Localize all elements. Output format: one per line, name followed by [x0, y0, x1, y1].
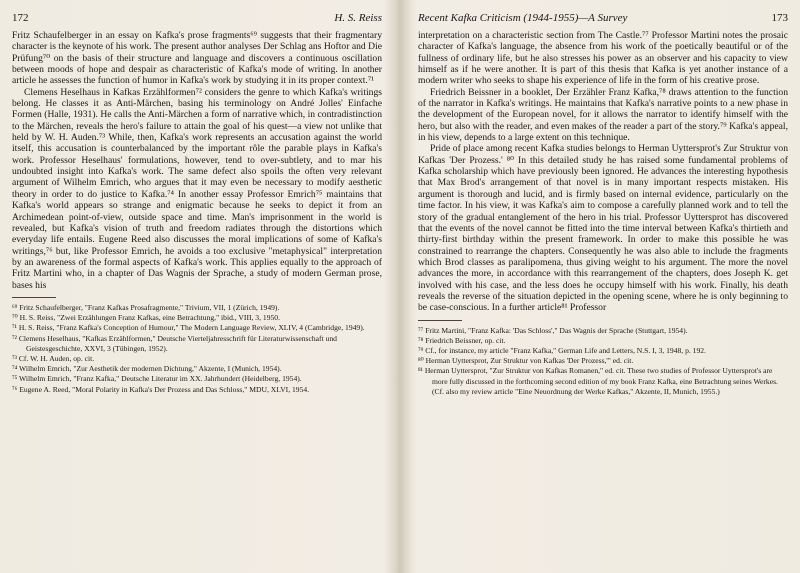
footnote: ⁷⁹ Cf., for instance, my article "Franz Kafka," German Life and Letters, N.S. I, 3, 1948, p. 192. [418, 346, 706, 355]
footnote: ⁷⁴ Wilhelm Emrich, "Zur Aesthetik der modernen Dichtung," Akzente, I (Munich, 1954). [12, 364, 282, 374]
footnote: ⁷² Clemens Heselhaus, "Kafkas Erzählformen," Deutsche Vierteljahresschrift für Literaturwissenschaft und Geistesgeschichte, XXVI, 3 (Tübingen, 1952). [12, 333, 337, 353]
footnotes-left [12, 303, 382, 395]
page-number: 172 [12, 12, 29, 24]
footnote: ⁸⁰ Herman Uyttersprot, Zur Struktur von Kafkas 'Der Prozess,'" ed. cit. [418, 356, 634, 366]
running-head-title: Recent Kafka Criticism (1944-1955)—A Survey [418, 12, 628, 24]
paragraph: interpretation on a characteristic section from The Castle.⁷⁷ Professor Martini notes the prosaic character of Kafka's language, the absence from his work of the poetically beautiful or of the fullness of ordinary life, but he also stresses his power as an observer and his capacity to view himself as if he were another. It is part of this thesis that Kafka is yet another instance of a modern writer who seeks to shape his experience of life in the form of his creative prose. [418, 30, 788, 87]
footnote-separator [12, 297, 56, 298]
footnote: ⁷¹ H. S. Reiss, "Franz Kafka's Conception of Humour," The Modern Language Review, XLIV, 4 (Cambridge, 1949). [12, 323, 365, 333]
footnote: ⁸¹ Herman Uyttersprot, "Zur Struktur von Kafkas Romanen," ed. cit. These two studies of Professor Uyttersprot's are more fully discussed in the forthcoming second edition of my book Franz Kafka, eine Betrachtung seines Werkes. (Cf. also my review article "Eine Neuordnung der Werke Kafkas," Akzente, II, Munich, 1955.) [418, 366, 778, 396]
page-number: 173 [771, 12, 788, 24]
footnote: ⁷⁷ Fritz Martini, "Franz Kafka: 'Das Schloss'," Das Wagnis der Sprache (Stuttgart, 1954). [418, 325, 688, 335]
footnotes-right [418, 326, 788, 397]
paragraph: Fritz Schaufelberger in an essay on Kafka's prose fragments⁶⁹ suggests that their fragmentary character is the keynote of his work. The present author analyses Der Schlag ans Hoftor and Die Prüfung⁷⁰ on the basis of their structure and language and discovers a continuous oscillation between moods of hope and despair as characteristic of Kafka's mode of writing. In another article he assesses the function of humor in Kafka's work by studying it in its proper context.⁷¹ [12, 30, 382, 87]
right-page [418, 12, 788, 568]
footnote: ⁶⁹ Fritz Schaufelberger, "Franz Kafkas Prosafragmente," Trivium, VII, 1 (Zürich, 1949). [12, 302, 280, 312]
paragraph: Pride of place among recent Kafka studies belongs to Herman Uyttersprot's Zur Struktur von Kafkas 'Der Prozess.' ⁸⁰ In this detailed study he has raised some fundamental problems of Kafka scholarship which have previously been ignored. He advances the interesting hypothesis that Max Brod's arrangement of that novel is in many important respects mistaken. His argument is thorough and lucid, and is firmly based on internal evidence, particularly on the time factor. In his view, it was Kafka's aim to compose a carefully planned work and to tell the story of the gradual entanglement of the hero in his trial. Professor Uyttersprot has discovered that the events of the novel cannot be fitted into the time interval between Kafka's thirtieth and thirty-first birthday within the present framework. In order to make this possible he was constrained to rearrange the chapters. Consequently he was also able to include the fragments which Brod classes as paralipomena, thus giving weight to his argument. The more the novel advances the more, in accordance with this rearrangement of the chapters, does Joseph K. get involved with his case, and the less does he occupy himself with his work. Finally, his death reveals the reverse of the situation depicted in the opening scene, where he is only beginning to be case-conscious. In a further article⁸¹ Professor [418, 143, 788, 314]
body-text-right [418, 30, 788, 314]
paragraph: Clemens Heselhaus in Kafkas Erzählformen⁷² considers the genre to which Kafka's writings belong. He classes it as Anti-Märchen, basing his terminology on André Jolles' Einfache Formen (Halle, 1931). He calls the Anti-Märchen a form of narrative which, in contradistinction to the Märchen, reveals the hero's failure to attain the goal of his quest—a view not unlike that held by W. H. Auden.⁷³ While, then, Kafka's work represents an accusation against the world itself, this accusation is counterbalanced by the important rôle the parable plays in Kafka's work. Professor Heselhaus' formulations, however, tend to over-subtlety, and to mar his undoubted insight into Kafka's work. The same defect also spoils the often very relevant argument of Wilhelm Emrich, who argues that it may even be necessary to modify aesthetic theory in order to do justice to Kafka.⁷⁴ In another essay Professor Emrich⁷⁵ maintains that Kafka's world appears so strange and enigmatic because he seeks to depict it from an Archimedean point-of-view, outside space and time. Man's imprisonment in the world is revealed, but Kafka's vision of truth and freedom radiates through the distortions which everyday life entails. Eugene Reed also discusses the moral implications of some of Kafka's writings,⁷⁶ but, like Professor Emrich, he avoids a too exclusive "metaphysical" interpretation by an awareness of the formal aspects of Kafka's work. This applies equally to the approach of Fritz Martini who, in a chapter of Das Wagnis der Sprache, a study of modern German prose, bases his [12, 86, 382, 291]
body-text-left [12, 30, 382, 291]
paragraph: Friedrich Beissner in a booklet, Der Erzähler Franz Kafka,⁷⁸ draws attention to the function of the narrator in Kafka's writings. He maintains that Kafka's narrative points to a new phase in the development of the European novel, for it allows the narrator to identify himself with the hero, but also with the reader, and even makes of the reader a part of the story.⁷⁹ Kafka's appeal, in his view, depends to a large extent on this technique. [418, 86, 788, 144]
left-page [12, 12, 382, 568]
running-head-left [12, 12, 382, 26]
footnote: ⁷⁶ Eugene A. Reed, "Moral Polarity in Kafka's Der Prozess and Das Schloss," MDU, XLVI, 1954. [12, 384, 310, 394]
running-head-right [418, 12, 788, 26]
running-head-title: H. S. Reiss [334, 12, 382, 24]
footnote-separator [418, 320, 462, 321]
footnote: ⁷⁵ Wilhelm Emrich, "Franz Kafka," Deutsche Literatur im XX. Jahrhundert (Heidelberg, 1954). [12, 374, 302, 384]
footnote: ⁷³ Cf. W. H. Auden, op. cit. [12, 353, 95, 363]
footnote: ⁷⁰ H. S. Reiss, "Zwei Erzählungen Franz Kafkas, eine Betrachtung," ibid., VIII, 3, 1950. [12, 313, 280, 323]
footnote: ⁷⁸ Friedrich Beissner, op. cit. [418, 335, 506, 345]
